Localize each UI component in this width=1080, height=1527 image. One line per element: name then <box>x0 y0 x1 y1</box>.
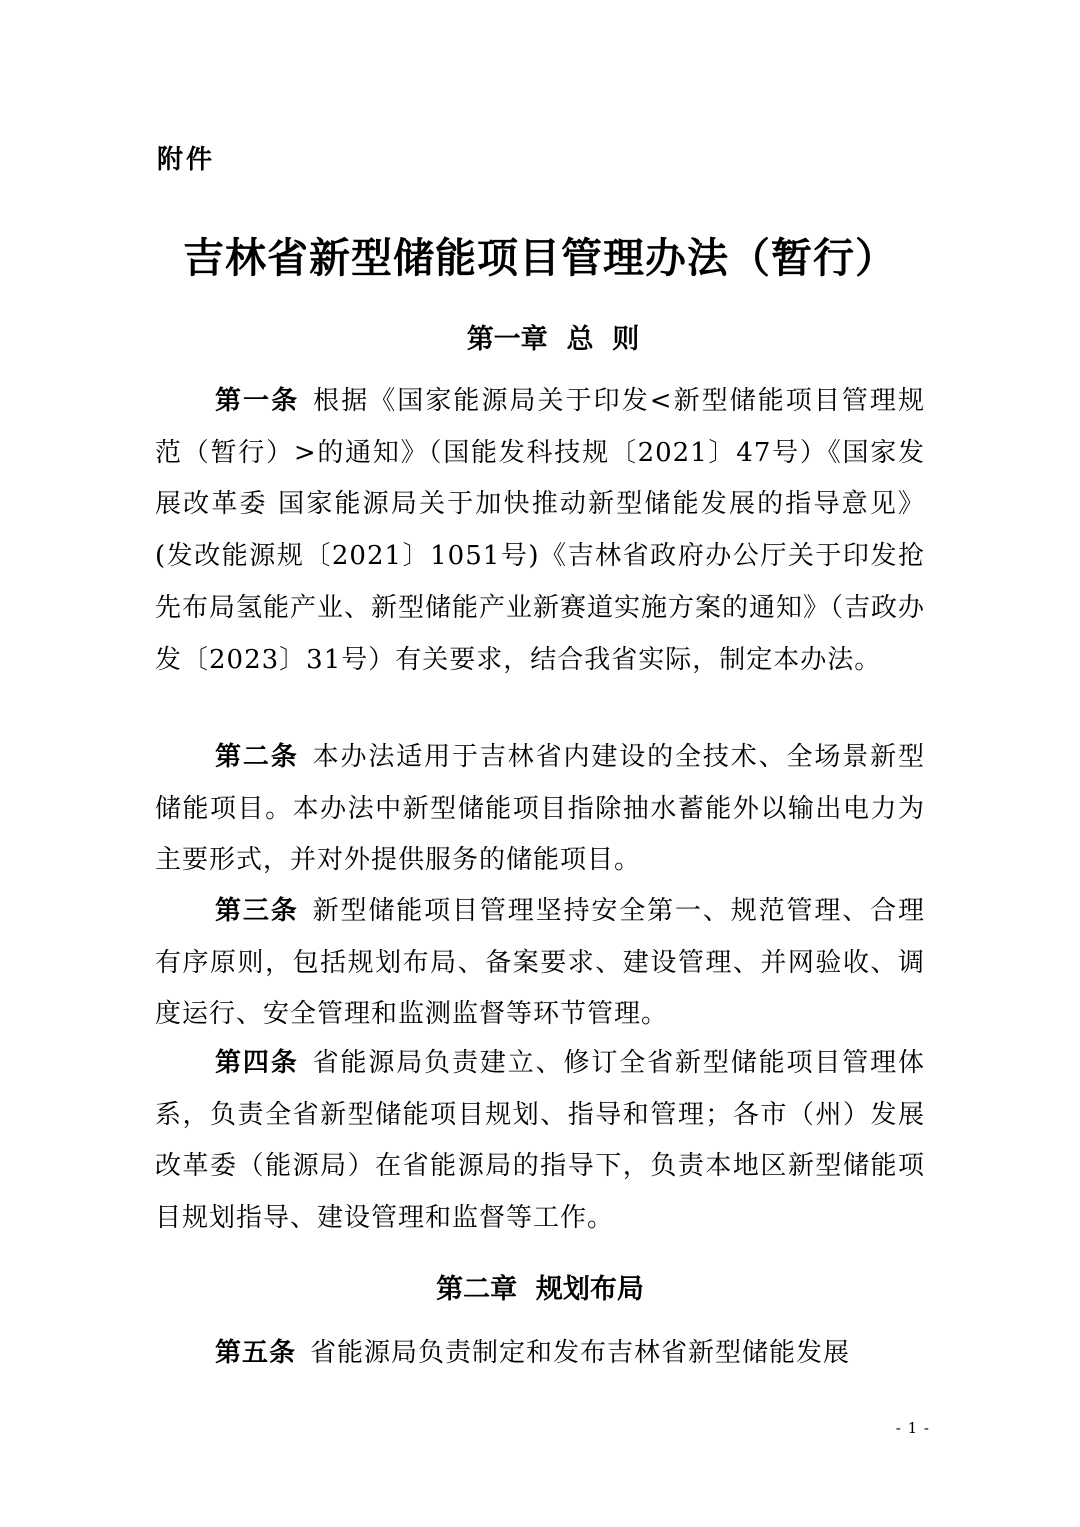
article-2 <box>155 732 925 887</box>
article-text: 省能源局负责建立、修订全省新型储能项目管理体系，负责全省新型储能项目规划、指导和管理；各市（州）发展改革委（能源局）在省能源局的指导下，负责本地区新型储能项目规划指导、建设管理和监督等工作。 <box>155 1048 925 1234</box>
document-title: 吉林省新型储能项目管理办法（暂行） <box>183 234 897 282</box>
article-text: 省能源局负责制定和发布吉林省新型储能发展 <box>310 1338 851 1368</box>
article-label: 第二条 <box>215 742 299 772</box>
article-label: 第一条 <box>215 386 300 416</box>
article-1 <box>155 376 925 686</box>
article-4 <box>155 1038 925 1245</box>
article-label: 第五条 <box>215 1338 297 1368</box>
page-number: - 1 - <box>895 1419 930 1437</box>
chapter-heading-1: 第一章 总 则 <box>466 324 640 355</box>
article-3 <box>155 886 925 1041</box>
attachment-label: 附件 <box>157 145 216 175</box>
article-text: 本办法适用于吉林省内建设的全技术、全场景新型储能项目。本办法中新型储能项目指除抽水蓄能外以输出电力为主要形式，并对外提供服务的储能项目。 <box>155 742 925 876</box>
article-text: 根据《国家能源局关于印发<新型储能项目管理规范（暂行）>的通知》（国能发科技规〔2021〕47号）《国家发展改革委 国家能源局关于加快推动新型储能发展的指导意见》(发改能源规〔2021〕1051号)《吉林省政府办公厅关于印发抢先布局氢能产业、新型储能产业新赛道实施方案的通知》（吉政办发〔2023〕31号）有关要求，结合我省实际，制定本办法。 <box>155 386 926 675</box>
article-5 <box>155 1328 925 1380</box>
article-label: 第四条 <box>215 1048 299 1078</box>
article-label: 第三条 <box>215 896 299 926</box>
article-text: 新型储能项目管理坚持安全第一、规范管理、合理有序原则，包括规划布局、备案要求、建设管理、并网验收、调度运行、安全管理和监测监督等环节管理。 <box>155 896 925 1030</box>
chapter-heading-2: 第二章 规划布局 <box>436 1274 644 1305</box>
